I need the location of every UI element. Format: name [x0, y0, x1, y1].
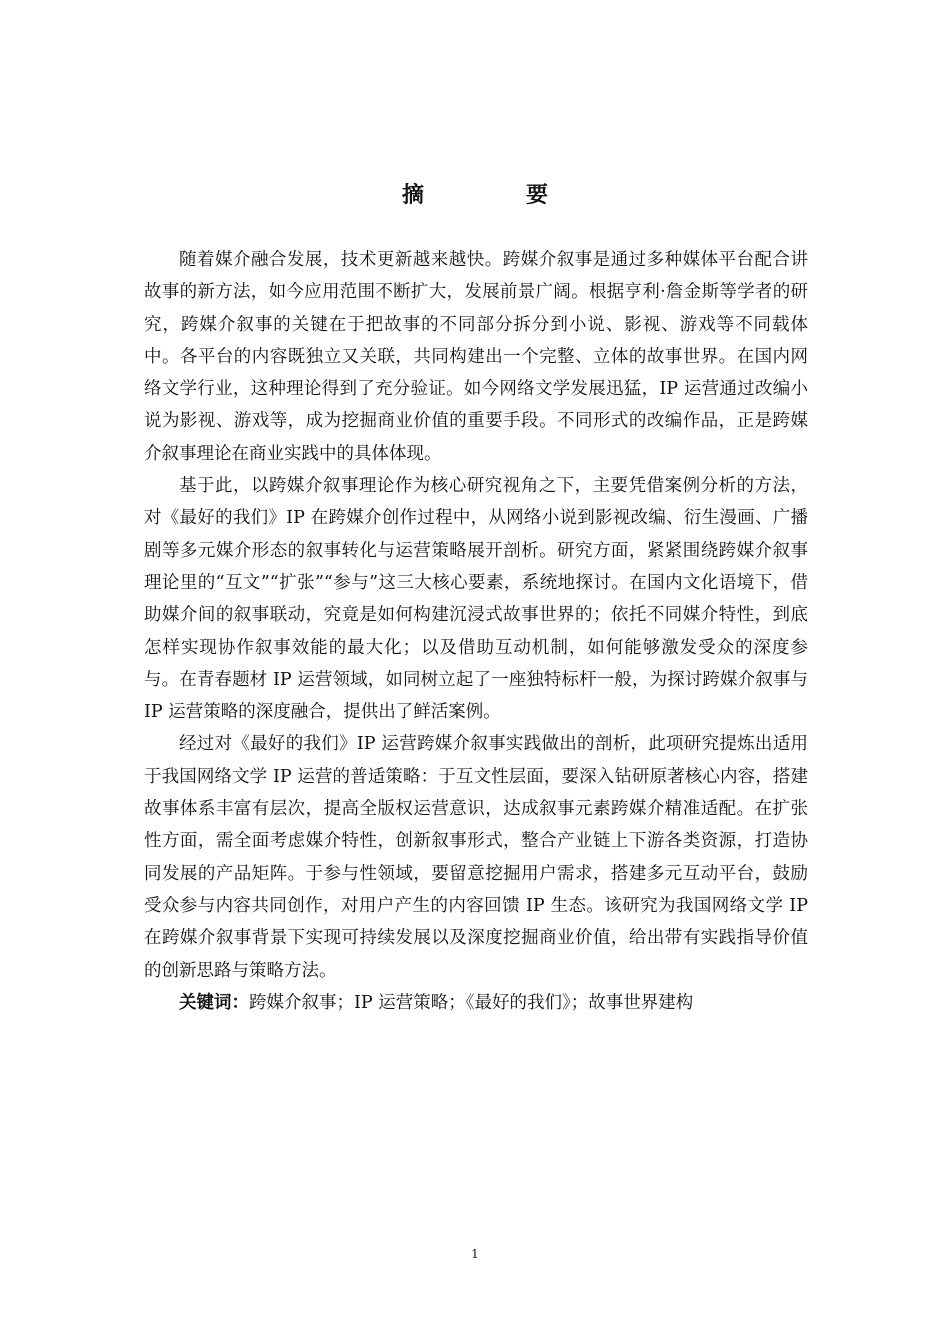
abstract-title: 摘 要: [401, 183, 588, 208]
page-number: 1: [471, 1247, 479, 1261]
abstract-paragraph-1: 随着媒介融合发展，技术更新越来越快。跨媒介叙事是通过多种媒体平台配合讲故事的新方法，如今应用范围不断扩大，发展前景广阔。根据亨利·詹金斯等学者的研究，跨媒介叙事的关键在于把故事的不同部分拆分到小说、影视、游戏等不同载体中。各平台的内容既独立又关联，共同构建出一个完整、立体的故事世界。在国内网络文学行业，这种理论得到了充分验证。如今网络文学发展迅猛，IP 运营通过改编小说为影视、游戏等，成为挖掘商业价值的重要手段。不同形式的改编作品，正是跨媒介叙事理论在商业实践中的具体体现。: [144, 250, 808, 464]
keywords-text: 跨媒介叙事；IP 运营策略；《最好的我们》；故事世界建构: [249, 992, 694, 1013]
keywords-label: 关键词：: [179, 992, 249, 1013]
abstract-paragraph-3: 经过对《最好的我们》IP 运营跨媒介叙事实践做出的剖析，此项研究提炼出适用于我国网络文学 IP 运营的普适策略：于互文性层面，要深入钻研原著核心内容，搭建故事体系丰富有层次，提高全版权运营意识，达成叙事元素跨媒介精准适配。在扩张性方面，需全面考虑媒介特性，创新叙事形式，整合产业链上下游各类资源，打造协同发展的产品矩阵。于参与性领域，要留意挖掘用户需求，搭建多元互动平台，鼓励受众参与内容共同创作，对用户产生的内容回馈 IP 生态。该研究为我国网络文学 IP 在跨媒介叙事背景下实现可持续发展以及深度挖掘商业价值，给出带有实践指导价值的创新思路与策略方法。: [144, 734, 808, 981]
abstract-paragraph-2: 基于此，以跨媒介叙事理论作为核心研究视角之下，主要凭借案例分析的方法，对《最好的我们》IP 在跨媒介创作过程中，从网络小说到影视改编、衍生漫画、广播剧等多元媒介形态的叙事转化与运营策略展开剖析。研究方面，紧紧围绕跨媒介叙事理论里的“互文”“扩张”“参与”这三大核心要素，系统地探讨。在国内文化语境下，借助媒介间的叙事联动，究竟是如何构建沉浸式故事世界的；依托不同媒介特性，到底怎样实现协作叙事效能的最大化；以及借助互动机制，如何能够激发受众的深度参与。在青春题材 IP 运营领域，如同树立起了一座独特标杆一般，为探讨跨媒介叙事与 IP 运营策略的深度融合，提供出了鲜活案例。: [144, 476, 808, 723]
keywords-line: [144, 987, 808, 1019]
abstract-body: [144, 244, 808, 1019]
